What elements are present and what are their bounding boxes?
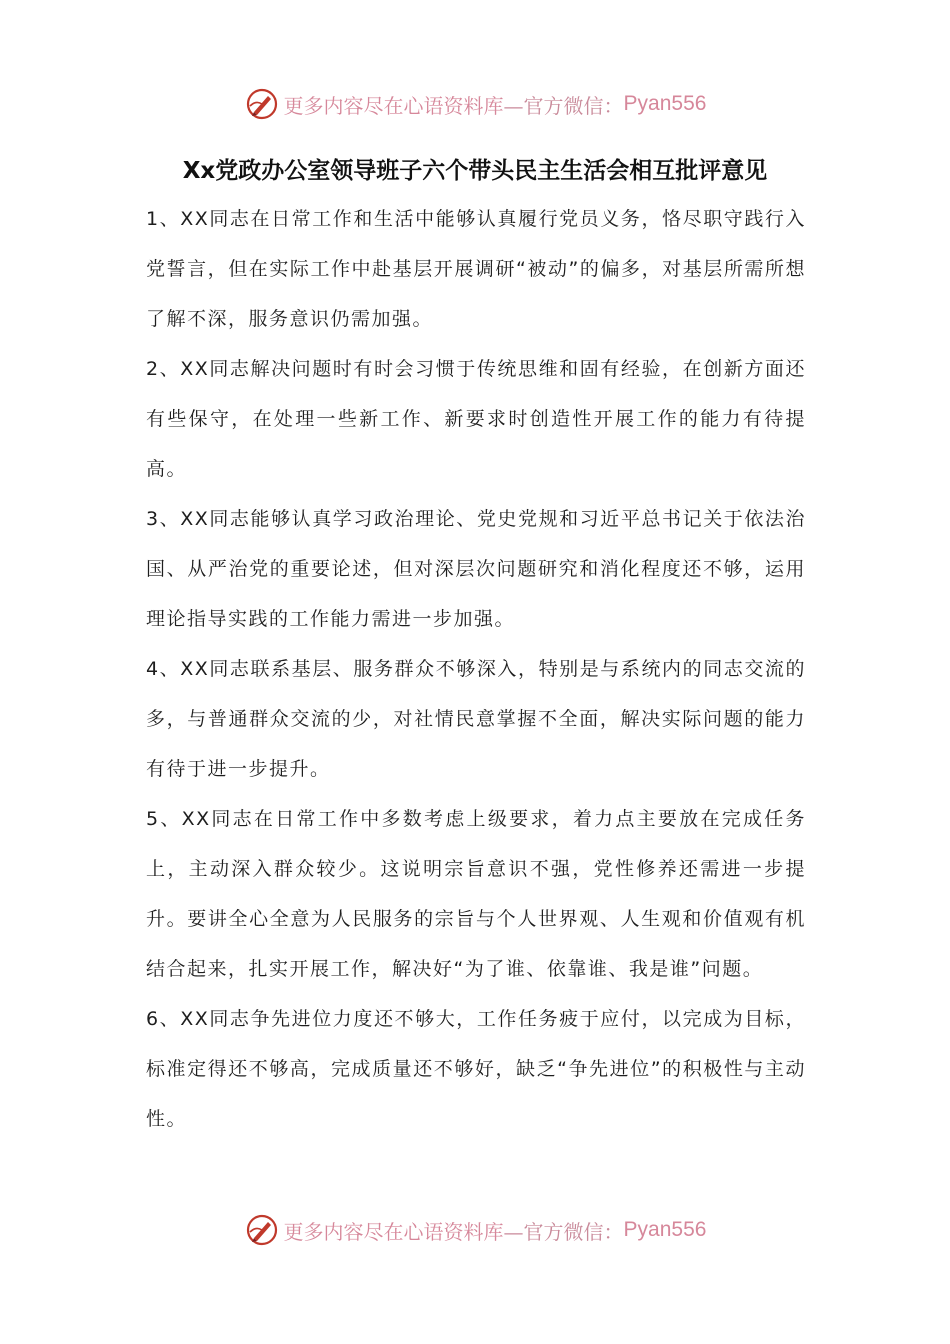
header-banner — [0, 82, 950, 126]
footer-banner — [0, 1208, 950, 1252]
banner-site-text: 更多内容尽在心语资料库 — [283, 93, 504, 118]
paragraph-4: 4、XX同志联系基层、服务群众不够深入，特别是与系统内的同志交流的多，与普通群众交流的少，对社情民意掌握不全面，解决实际问题的能力有待于进一步提升。 — [146, 658, 806, 780]
paragraph-5: 5、XX同志在日常工作中多数考虑上级要求，着力点主要放在完成任务上，主动深入群众较少。这说明宗旨意识不强，党性修养还需进一步提升。要讲全心全意为人民服务的宗旨与个人世界观、人生观和价值观有机结合起来，扎实开展工作，解决好“为了谁、依靠谁、我是谁”问题。 — [146, 808, 806, 980]
pen-logo-icon — [244, 1212, 280, 1248]
paragraph-1: 1、XX同志在日常工作和生活中能够认真履行党员义务，恪尽职守践行入党誓言，但在实际工作中赴基层开展调研“被动”的偏多，对基层所需所想了解不深，服务意识仍需加强。 — [146, 208, 806, 330]
banner-site-text: 更多内容尽在心语资料库 — [283, 1219, 504, 1244]
document-body — [146, 194, 806, 1144]
document-title: Xx党政办公室领导班子六个带头民主生活会相互批评意见 — [182, 158, 768, 184]
paragraph-3: 3、XX同志能够认真学习政治理论、党史党规和习近平总书记关于依法治国、从严治党的重要论述，但对深层次问题研究和消化程度还不够，运用理论指导实践的工作能力需进一步加强。 — [146, 508, 806, 630]
paragraph-6: 6、XX同志争先进位力度还不够大，工作任务疲于应付，以完成为目标，标准定得还不够高，完成质量还不够好，缺乏“争先进位”的积极性与主动性。 — [146, 1008, 806, 1130]
banner-wechat-id: Pyan556 — [623, 1218, 707, 1241]
paragraph-2: 2、XX同志解决问题时有时会习惯于传统思维和固有经验，在创新方面还有些保守，在处理一些新工作、新要求时创造性开展工作的能力有待提高。 — [146, 358, 806, 480]
banner-wechat-label: —官方微信： — [503, 93, 624, 118]
banner-wechat-id: Pyan556 — [623, 92, 707, 115]
banner-wechat-label: —官方微信： — [503, 1219, 624, 1244]
pen-logo-icon — [244, 86, 280, 122]
